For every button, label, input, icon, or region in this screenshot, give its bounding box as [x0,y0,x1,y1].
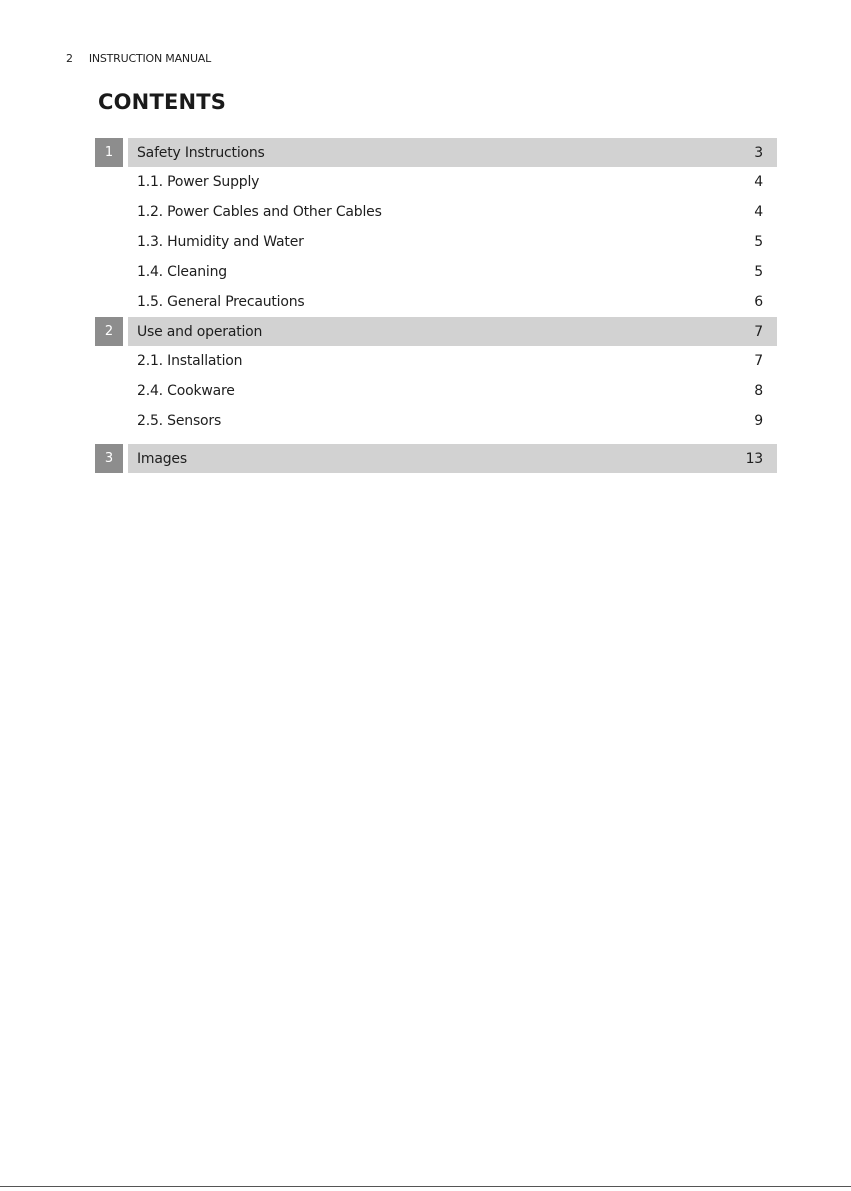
section-number-badge: 2 [95,317,123,346]
toc-item-page: 9 [754,413,763,429]
section-number-badge: 1 [95,138,123,167]
contents-title: CONTENTS [98,90,227,114]
section-spacer [95,436,777,444]
section-title-bar [128,317,777,346]
toc-item-title: 1.4. Cleaning [137,264,227,280]
toc-item-page: 6 [754,294,763,310]
page-bottom-rule [0,1186,851,1187]
toc-item-title: 2.4. Cookware [137,383,235,399]
toc-item[interactable] [95,406,777,436]
section-page-number: 7 [754,323,763,340]
toc-item[interactable] [95,227,777,257]
toc-item-page: 8 [754,383,763,399]
toc-item-page: 4 [754,174,763,190]
toc-item-title: 1.3. Humidity and Water [137,234,304,250]
toc-section-1[interactable] [95,138,777,167]
toc-item-page: 5 [754,234,763,250]
toc-item[interactable] [95,287,777,317]
toc-item[interactable] [95,346,777,376]
table-of-contents [95,138,777,473]
section-title: Images [137,450,187,467]
header-page-number: 2 [66,52,73,65]
section-page-number: 3 [754,144,763,161]
section-title-bar [128,444,777,473]
section-title: Use and operation [137,323,263,340]
page-header [66,52,211,65]
toc-item[interactable] [95,376,777,406]
section-page-number: 13 [745,450,763,467]
toc-item-page: 5 [754,264,763,280]
toc-section-3[interactable] [95,444,777,473]
toc-item[interactable] [95,167,777,197]
toc-item-page: 7 [754,353,763,369]
toc-item-title: 1.2. Power Cables and Other Cables [137,204,382,220]
toc-item-title: 2.5. Sensors [137,413,222,429]
toc-section-2[interactable] [95,317,777,346]
section-title-bar [128,138,777,167]
section-title: Safety Instructions [137,144,265,161]
toc-item-title: 1.5. General Precautions [137,294,305,310]
toc-item-title: 1.1. Power Supply [137,174,260,190]
section-number-badge: 3 [95,444,123,473]
toc-item-title: 2.1. Installation [137,353,243,369]
toc-item-page: 4 [754,204,763,220]
toc-item[interactable] [95,257,777,287]
toc-item[interactable] [95,197,777,227]
header-running-title: INSTRUCTION MANUAL [88,52,212,65]
